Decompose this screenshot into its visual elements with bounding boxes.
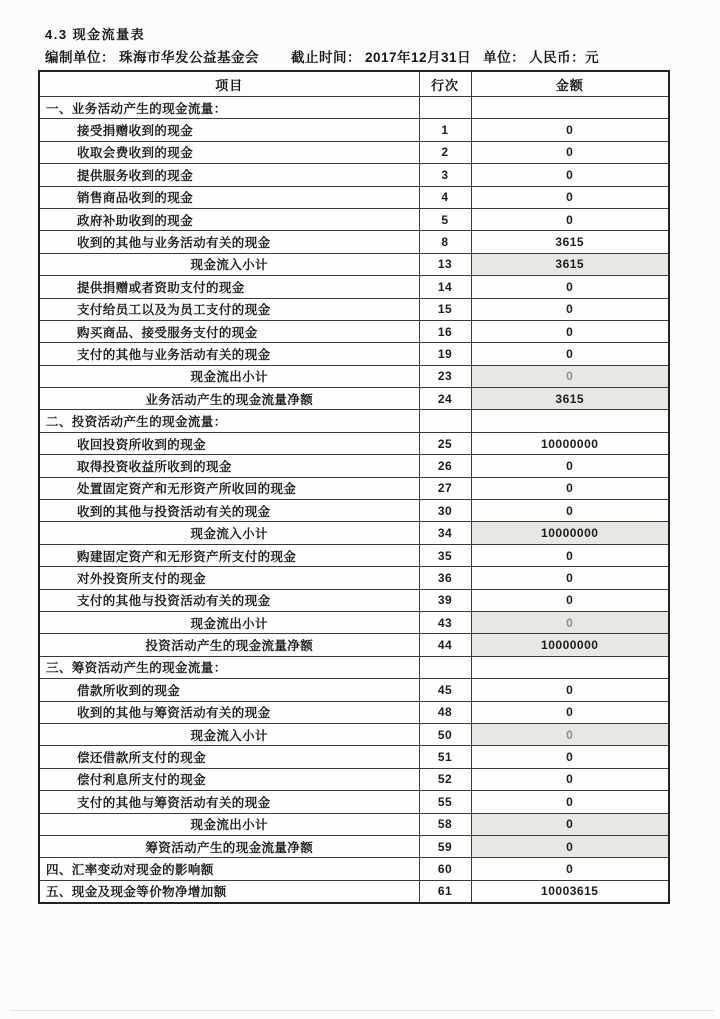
item-cell: 现金流入小计 (39, 522, 419, 544)
cash-flow-table (38, 70, 670, 904)
amount-cell (471, 656, 669, 678)
table-row (39, 164, 669, 186)
amount-cell: 10003615 (471, 880, 669, 903)
amount-cell: 0 (471, 298, 669, 320)
amount-cell: 0 (471, 791, 669, 813)
line-no-cell: 16 (419, 320, 471, 342)
table-row (39, 320, 669, 342)
item-cell: 四、汇率变动对现金的影响额 (39, 858, 419, 880)
item-cell: 借款所收到的现金 (39, 679, 419, 701)
amount-cell (471, 97, 669, 119)
item-cell: 一、业务活动产生的现金流量： (39, 97, 419, 119)
line-no-cell: 1 (419, 119, 471, 141)
scan-edge-shadow (10, 1010, 714, 1011)
amount-cell: 0 (471, 141, 669, 163)
table-row (39, 208, 669, 230)
amount-cell: 0 (471, 567, 669, 589)
amount-cell: 0 (471, 701, 669, 723)
table-row (39, 723, 669, 745)
amount-cell: 0 (471, 186, 669, 208)
amount-cell: 0 (471, 208, 669, 230)
amount-cell: 0 (471, 276, 669, 298)
table-row (39, 477, 669, 499)
table-row (39, 768, 669, 790)
currency-unit (483, 46, 599, 66)
table-row (39, 522, 669, 544)
table-row (39, 858, 669, 880)
line-no-cell: 51 (419, 746, 471, 768)
item-cell: 提供服务收到的现金 (39, 164, 419, 186)
amount-cell: 0 (471, 858, 669, 880)
item-cell: 现金流出小计 (39, 611, 419, 633)
document-title: 4.3 现金流量表 (45, 27, 146, 42)
table-row (39, 432, 669, 454)
item-cell: 支付给员工以及为员工支付的现金 (39, 298, 419, 320)
item-cell: 业务活动产生的现金流量净额 (39, 388, 419, 410)
table-row (39, 298, 669, 320)
amount-cell: 0 (471, 544, 669, 566)
table-row (39, 276, 669, 298)
item-cell: 二、投资活动产生的现金流量： (39, 410, 419, 432)
line-no-cell: 8 (419, 231, 471, 253)
table-row (39, 253, 669, 275)
item-cell: 支付的其他与业务活动有关的现金 (39, 343, 419, 365)
line-no-cell: 13 (419, 253, 471, 275)
item-cell: 五、现金及现金等价物净增加额 (39, 880, 419, 903)
table-row (39, 365, 669, 387)
line-no-cell: 25 (419, 432, 471, 454)
line-no-cell: 3 (419, 164, 471, 186)
table-row (39, 589, 669, 611)
item-cell: 购建固定资产和无形资产所支付的现金 (39, 544, 419, 566)
amount-cell: 10000000 (471, 634, 669, 656)
line-no-cell (419, 97, 471, 119)
item-cell: 收到的其他与筹资活动有关的现金 (39, 701, 419, 723)
line-no-cell: 15 (419, 298, 471, 320)
amount-cell: 0 (471, 679, 669, 701)
line-no-cell (419, 410, 471, 432)
amount-cell: 3615 (471, 231, 669, 253)
table-row (39, 746, 669, 768)
amount-cell: 0 (471, 164, 669, 186)
line-no-cell: 60 (419, 858, 471, 880)
prepared-by-label: 编制单位： (45, 50, 115, 65)
item-cell: 收到的其他与业务活动有关的现金 (39, 231, 419, 253)
line-no-cell: 5 (419, 208, 471, 230)
prepared-by-value: 珠海市华发公益基金会 (119, 50, 259, 65)
item-cell: 支付的其他与筹资活动有关的现金 (39, 791, 419, 813)
line-no-cell: 58 (419, 813, 471, 835)
amount-cell: 0 (471, 723, 669, 745)
table-row (39, 656, 669, 678)
amount-cell: 0 (471, 119, 669, 141)
line-no-cell: 39 (419, 589, 471, 611)
item-cell: 接受捐赠收到的现金 (39, 119, 419, 141)
amount-cell: 0 (471, 611, 669, 633)
item-cell: 收取会费收到的现金 (39, 141, 419, 163)
item-cell: 三、筹资活动产生的现金流量： (39, 656, 419, 678)
line-no-cell: 19 (419, 343, 471, 365)
table-row (39, 410, 669, 432)
table-row (39, 186, 669, 208)
item-cell: 收到的其他与投资活动有关的现金 (39, 500, 419, 522)
table-row (39, 567, 669, 589)
line-no-cell (419, 656, 471, 678)
table-row (39, 679, 669, 701)
item-cell: 偿付利息所支付的现金 (39, 768, 419, 790)
item-cell: 提供捐赠或者资助支付的现金 (39, 276, 419, 298)
line-no-cell: 35 (419, 544, 471, 566)
line-no-cell: 2 (419, 141, 471, 163)
item-cell: 支付的其他与投资活动有关的现金 (39, 589, 419, 611)
line-no-cell: 45 (419, 679, 471, 701)
item-cell: 筹资活动产生的现金流量净额 (39, 835, 419, 857)
line-no-cell: 55 (419, 791, 471, 813)
amount-cell: 0 (471, 746, 669, 768)
table-row (39, 813, 669, 835)
amount-cell: 0 (471, 589, 669, 611)
table-row (39, 119, 669, 141)
line-no-cell: 14 (419, 276, 471, 298)
line-no-cell: 24 (419, 388, 471, 410)
table-row (39, 791, 669, 813)
item-cell: 处置固定资产和无形资产所收回的现金 (39, 477, 419, 499)
table-header-row (39, 71, 669, 97)
cutoff-date-value: 2017年12月31日 (365, 50, 472, 65)
prepared-by (45, 46, 259, 66)
table-row (39, 343, 669, 365)
item-cell: 购买商品、接受服务支付的现金 (39, 320, 419, 342)
line-no-cell: 52 (419, 768, 471, 790)
line-no-cell: 30 (419, 500, 471, 522)
item-cell: 取得投资收益所收到的现金 (39, 455, 419, 477)
line-no-cell: 4 (419, 186, 471, 208)
amount-cell: 0 (471, 455, 669, 477)
col-header-line-no: 行次 (419, 71, 471, 97)
table-row (39, 500, 669, 522)
amount-cell: 3615 (471, 388, 669, 410)
line-no-cell: 43 (419, 611, 471, 633)
amount-cell: 10000000 (471, 432, 669, 454)
currency-unit-label: 单位： (483, 50, 526, 65)
table-row (39, 455, 669, 477)
amount-cell: 0 (471, 343, 669, 365)
table-row (39, 634, 669, 656)
table-row (39, 388, 669, 410)
amount-cell: 0 (471, 365, 669, 387)
meta-line (45, 46, 685, 66)
line-no-cell: 48 (419, 701, 471, 723)
line-no-cell: 23 (419, 365, 471, 387)
currency-unit-value: 人民币：元 (529, 50, 600, 65)
table-row (39, 701, 669, 723)
line-no-cell: 34 (419, 522, 471, 544)
col-header-item: 项目 (39, 71, 419, 97)
line-no-cell: 61 (419, 880, 471, 903)
table-row (39, 544, 669, 566)
cutoff-date (291, 46, 471, 66)
amount-cell: 0 (471, 768, 669, 790)
amount-cell (471, 410, 669, 432)
item-cell: 现金流入小计 (39, 253, 419, 275)
item-cell: 政府补助收到的现金 (39, 208, 419, 230)
item-cell: 现金流入小计 (39, 723, 419, 745)
table-row (39, 880, 669, 903)
item-cell: 现金流出小计 (39, 813, 419, 835)
amount-cell: 0 (471, 835, 669, 857)
col-header-amount: 金额 (471, 71, 669, 97)
item-cell: 对外投资所支付的现金 (39, 567, 419, 589)
amount-cell: 0 (471, 500, 669, 522)
line-no-cell: 59 (419, 835, 471, 857)
item-cell: 现金流出小计 (39, 365, 419, 387)
item-cell: 偿还借款所支付的现金 (39, 746, 419, 768)
line-no-cell: 26 (419, 455, 471, 477)
line-no-cell: 36 (419, 567, 471, 589)
table-row (39, 231, 669, 253)
line-no-cell: 44 (419, 634, 471, 656)
amount-cell: 10000000 (471, 522, 669, 544)
table-row (39, 611, 669, 633)
table-row (39, 835, 669, 857)
table-row (39, 141, 669, 163)
amount-cell: 0 (471, 477, 669, 499)
item-cell: 投资活动产生的现金流量净额 (39, 634, 419, 656)
line-no-cell: 27 (419, 477, 471, 499)
amount-cell: 0 (471, 320, 669, 342)
item-cell: 销售商品收到的现金 (39, 186, 419, 208)
amount-cell: 3615 (471, 253, 669, 275)
item-cell: 收回投资所收到的现金 (39, 432, 419, 454)
amount-cell: 0 (471, 813, 669, 835)
cutoff-date-label: 截止时间： (291, 50, 361, 65)
table-row (39, 97, 669, 119)
line-no-cell: 50 (419, 723, 471, 745)
